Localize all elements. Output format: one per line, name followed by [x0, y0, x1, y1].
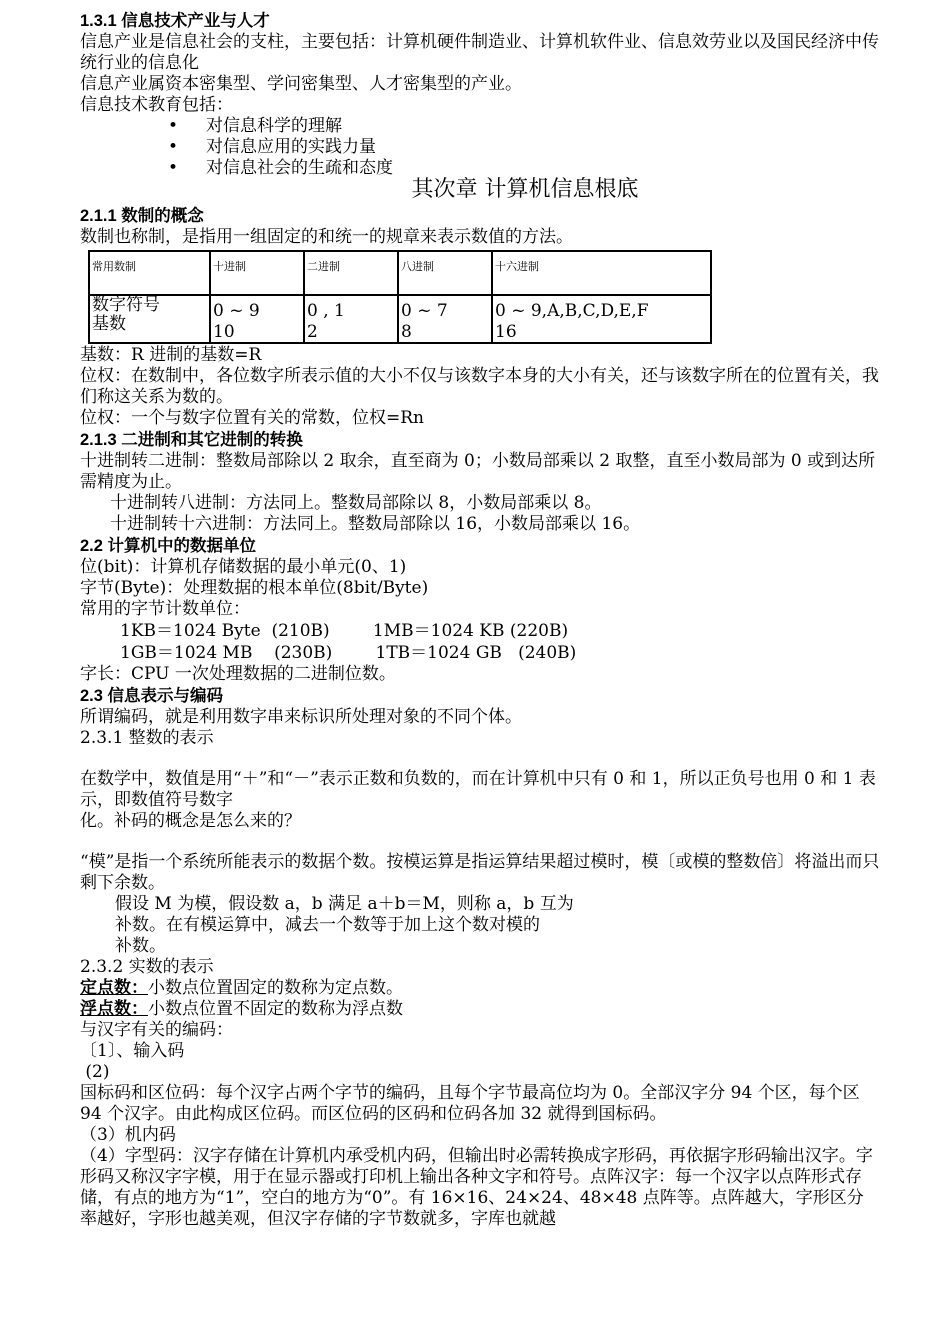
- paragraph: 常用的字节计数单位：: [80, 599, 250, 619]
- table-row-label: 数字符号 基数: [89, 295, 210, 343]
- section-heading: 2.3 信息表示与编码: [80, 687, 224, 705]
- paragraph: “模”是指一个系统所能表示的数据个数。按模运算是指运算结果超过模时，模〔或模的整数倍〕将溢出而只剩下余数。: [80, 852, 880, 893]
- spacer: [80, 832, 880, 852]
- list-item: • 对信息应用的实践力量: [168, 137, 376, 157]
- chapter-title: 其次章 计算机信息根底: [411, 177, 639, 202]
- unit-line: 1KB＝1024 Byte (210B) 1MB＝1024 KB (220B): [120, 621, 569, 641]
- paragraph: （4）字型码：汉字存储在计算机内承受机内码，但输出时必需转换成字形码，再依据字形码输出汉字。字形码又称汉字字模，用于在显示器或打印机上输出各种文字和符号。点阵汉字：每一个汉字以点阵形式存储，有点的地方为“1”，空白的地方为“0”。有 16×16、24×24、48×48 点阵等。点阵越大，字形区分率越好，字形也越美观，但汉字存储的字节数就多，字库也就越: [80, 1146, 873, 1229]
- section-heading: 2.1.3 二进制和其它进制的转换: [80, 431, 303, 449]
- paragraph: 十进制转二进制：整数局部除以 2 取余，直至商为 0；小数局部乘以 2 取整，直至小数局部为 0 或到达所需精度为止。: [80, 451, 876, 492]
- paragraph: 信息产业属资本密集型、学问密集型、人才密集型的产业。: [80, 74, 522, 94]
- paragraph: 十进制转八进制：方法同上。整数局部除以 8，小数局部乘以 8。: [110, 493, 602, 513]
- paragraph: 字节(Byte)：处理数据的根本单位(8bit/Byte): [80, 578, 429, 598]
- section-heading: 2.1.1 数制的概念: [80, 207, 204, 225]
- bullet-icon: •: [168, 137, 179, 157]
- paragraph: (2): [80, 1062, 110, 1082]
- paragraph: 与汉字有关的编码：: [80, 1020, 233, 1040]
- table-header-cell: 十六进制: [492, 251, 711, 295]
- paragraph: 假设 M 为模，假设数 a，b 满足 a＋b＝M，则称 a，b 互为: [115, 894, 574, 914]
- section-heading: 1.3.1 信息技术产业与人才: [80, 12, 270, 30]
- paragraph: 化。补码的概念是怎么来的？: [80, 811, 301, 831]
- subsection-heading: 2.3.2 实数的表示: [80, 957, 214, 977]
- table-header-cell: 常用数制: [89, 251, 210, 295]
- table-header-cell: 二进制: [304, 251, 398, 295]
- term-label: 定点数：: [80, 978, 148, 998]
- paragraph: 补数。: [115, 936, 166, 956]
- unit-line: 1GB＝1024 MB (230B) 1TB＝1024 GB (240B): [120, 643, 577, 663]
- list-item: • 对信息社会的生疏和态度: [168, 158, 393, 178]
- table-cell: 0 , 1 2: [304, 295, 398, 343]
- bullet-icon: •: [168, 158, 179, 178]
- paragraph: 信息技术教育包括：: [80, 95, 233, 115]
- definition-fixed-point: 定点数：小数点位置固定的数称为定点数。: [80, 978, 403, 998]
- table-cell: 0 ~ 7 8: [398, 295, 492, 343]
- paragraph: 在数学中，数值是用“＋”和“－”表示正数和负数的，而在计算机中只有 0 和 1，所以正负号也用 0 和 1 表示，即数值符号数字: [80, 769, 876, 810]
- table-header-cell: 十进制: [210, 251, 304, 295]
- subsection-heading: 2.3.1 整数的表示: [80, 728, 214, 748]
- paragraph: 位权：在数制中，各位数字所表示值的大小不仅与该数字本身的大小有关，还与该数字所在的位置有关，我们称这关系为数的。: [80, 366, 879, 407]
- paragraph: 补数。在有模运算中，减去一个数等于加上这个数对模的: [115, 915, 540, 935]
- spacer: [80, 749, 880, 769]
- definition-floating-point: 浮点数：小数点位置不固定的数称为浮点数: [80, 999, 403, 1019]
- paragraph: 位(bit)：计算机存储数据的最小单元(0、1): [80, 557, 407, 577]
- paragraph: 信息产业是信息社会的支柱，主要包括：计算机硬件制造业、计算机软件业、信息效劳业以及国民经济中传统行业的信息化: [80, 32, 879, 73]
- table-cell: 0 ~ 9,A,B,C,D,E,F 16: [492, 295, 711, 343]
- paragraph: 十进制转十六进制：方法同上。整数局部除以 16，小数局部乘以 16。: [110, 514, 641, 534]
- paragraph: 位权：一个与数字位置有关的常数，位权=Rn: [80, 408, 424, 428]
- bullet-icon: •: [168, 116, 179, 136]
- table-cell: 0 ~ 9 10: [210, 295, 304, 343]
- term-label: 浮点数：: [80, 999, 148, 1019]
- section-heading: 2.2 计算机中的数据单位: [80, 537, 257, 555]
- table-row: [89, 295, 711, 343]
- paragraph: 国标码和区位码：每个汉字占两个字节的编码，且每个字节最高位均为 0。全部汉字分 94 个区，每个区 94 个汉字。由此构成区位码。而区位码的区码和位码各加 32 就得到国标码。: [80, 1083, 860, 1124]
- paragraph: （3）机内码: [80, 1125, 176, 1145]
- paragraph: 数制也称制，是指用一组固定的和统一的规章来表示数值的方法。: [80, 227, 573, 247]
- table-row: [89, 251, 711, 295]
- table-header-cell: 八进制: [398, 251, 492, 295]
- list-item: • 对信息科学的理解: [168, 116, 342, 136]
- number-system-table: [88, 250, 712, 344]
- paragraph: 字长：CPU 一次处理数据的二进制位数。: [80, 664, 396, 684]
- paragraph: 基数：R 进制的基数=R: [80, 345, 262, 365]
- paragraph: 所谓编码，就是利用数字串来标识所处理对象的不同个体。: [80, 707, 522, 727]
- paragraph: 〔1〕、输入码: [80, 1041, 185, 1061]
- document-page: [80, 10, 880, 1230]
